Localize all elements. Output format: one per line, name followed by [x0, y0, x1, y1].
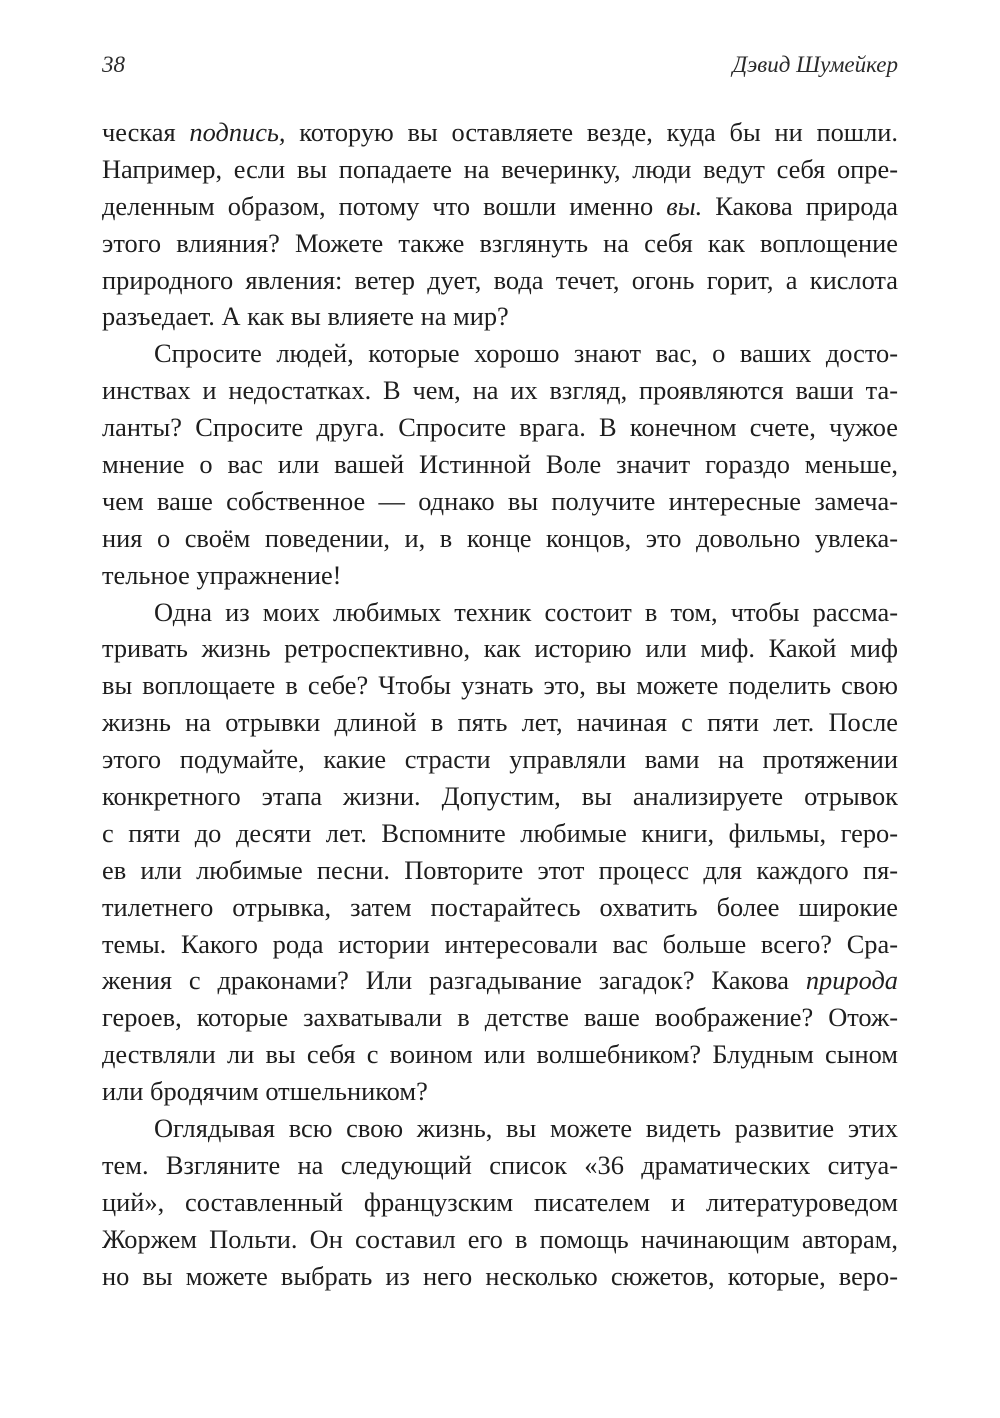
text-line — [102, 1221, 898, 1258]
text-line — [102, 1110, 898, 1147]
text-line — [102, 446, 898, 483]
running-head — [102, 44, 898, 90]
text-line — [102, 151, 898, 188]
text-run: ческая — [102, 117, 190, 147]
text-run: или бродячим отшельником? — [102, 1076, 428, 1107]
text-run: которую вы оставляете везде, куда бы ни пошли. — [285, 117, 899, 147]
text-line — [102, 298, 898, 335]
text-line — [102, 741, 898, 778]
text-line — [102, 999, 898, 1036]
text-run: героев, которые захватывали в детстве ваше воображение? Отож- — [102, 1002, 898, 1033]
text-line — [102, 372, 898, 409]
text-line — [102, 1258, 898, 1295]
text-run: жизнь на отрывки длиной в пять лет, начиная с пяти лет. После — [102, 707, 898, 738]
text-run: этого влияния? Можете также взглянуть на себя как воплощение — [102, 227, 898, 258]
text-run: тельное упражнение! — [102, 559, 342, 590]
text-run: разъедает. А как вы влияете на мир? — [102, 301, 509, 332]
paragraph — [102, 594, 898, 1110]
text-run: этого подумайте, какие страсти управляли вами на протяжении — [102, 744, 898, 775]
text-run: ланты? Спросите друга. Спросите врага. В конечном счете, чужое — [102, 412, 898, 443]
text-line — [102, 852, 898, 889]
page-number: 38 — [102, 52, 125, 77]
text-run: тилетнего отрывка, затем постарайтесь охватить более широкие — [102, 891, 898, 922]
text-line — [102, 1184, 898, 1221]
text-run: Какова природа — [702, 190, 898, 221]
text-run: ций», составленный французским писателем и литературоведом — [102, 1186, 898, 1217]
text-line — [102, 1036, 898, 1073]
text-line — [102, 889, 898, 926]
text-line — [102, 114, 898, 151]
text-line — [102, 335, 898, 372]
text-line — [102, 483, 898, 520]
text-run: конкретного этапа жизни. Допустим, вы анализируете отрывок — [102, 781, 898, 812]
running-title: Дэвид Шумейкер — [732, 52, 898, 77]
text-run: дествляли ли вы себя с воином или волшебником? Блудным сыном — [102, 1039, 898, 1070]
text-line — [102, 225, 898, 262]
emphasis-text: природа — [805, 965, 898, 996]
text-line — [102, 520, 898, 557]
text-line — [102, 557, 898, 594]
text-run: Например, если вы попадаете на вечеринку, люди ведут себя опре- — [102, 153, 898, 184]
text-line — [102, 815, 898, 852]
text-run: Оглядывая всю свою жизнь, вы можете видеть развитие этих — [154, 1113, 898, 1144]
text-line — [102, 188, 898, 225]
text-run: инствах и недостатках. В чем, на их взгляд, проявляются ваши та- — [102, 375, 898, 406]
text-line — [102, 704, 898, 741]
book-page — [102, 44, 898, 1295]
text-run: ев или любимые песни. Повторите этот процесс для каждого пя- — [102, 854, 898, 885]
text-line — [102, 962, 898, 999]
text-line — [102, 926, 898, 963]
text-run: деленным образом, потому что вошли именно — [102, 190, 667, 221]
emphasis-text: вы. — [666, 190, 703, 221]
text-run: тривать жизнь ретроспективно, как историю или миф. Какой миф — [102, 633, 898, 664]
text-run: Одна из моих любимых техник состоит в том, чтобы рассма- — [154, 596, 898, 627]
text-line — [102, 262, 898, 299]
text-run: Спросите людей, которые хорошо знают вас, о ваших досто- — [154, 338, 898, 369]
text-run: с пяти до десяти лет. Вспомните любимые книги, фильмы, геро- — [102, 817, 898, 848]
text-line — [102, 778, 898, 815]
text-line — [102, 1147, 898, 1184]
text-run: природного явления: ветер дует, вода течет, огонь горит, а кислота — [102, 264, 898, 295]
text-run: ния о своём поведении, и, в конце концов, это довольно увлека- — [102, 522, 898, 553]
body-text — [102, 114, 898, 1295]
text-line — [102, 594, 898, 631]
paragraph — [102, 114, 898, 335]
text-run: мнение о вас или вашей Истинной Воле значит гораздо меньше, — [102, 449, 898, 480]
text-run: темы. Какого рода истории интересовали вас больше всего? Сра- — [102, 928, 898, 959]
emphasis-text: подпись, — [189, 117, 286, 147]
text-run: вы воплощаете в себе? Чтобы узнать это, вы можете поделить свою — [102, 670, 898, 701]
text-run: жения с драконами? Или разгадывание загадок? Какова — [102, 965, 806, 996]
paragraph — [102, 1110, 898, 1294]
text-run: тем. Взгляните на следующий список «36 драматических ситуа- — [102, 1149, 898, 1180]
text-line — [102, 630, 898, 667]
paragraph — [102, 335, 898, 593]
text-line — [102, 667, 898, 704]
text-run: чем ваше собственное — однако вы получите интересные замеча- — [102, 485, 898, 516]
text-run: но вы можете выбрать из него несколько сюжетов, которые, веро- — [102, 1260, 898, 1291]
text-line — [102, 409, 898, 446]
text-line — [102, 1073, 898, 1110]
text-run: Жоржем Польти. Он составил его в помощь начинающим авторам, — [102, 1223, 898, 1254]
